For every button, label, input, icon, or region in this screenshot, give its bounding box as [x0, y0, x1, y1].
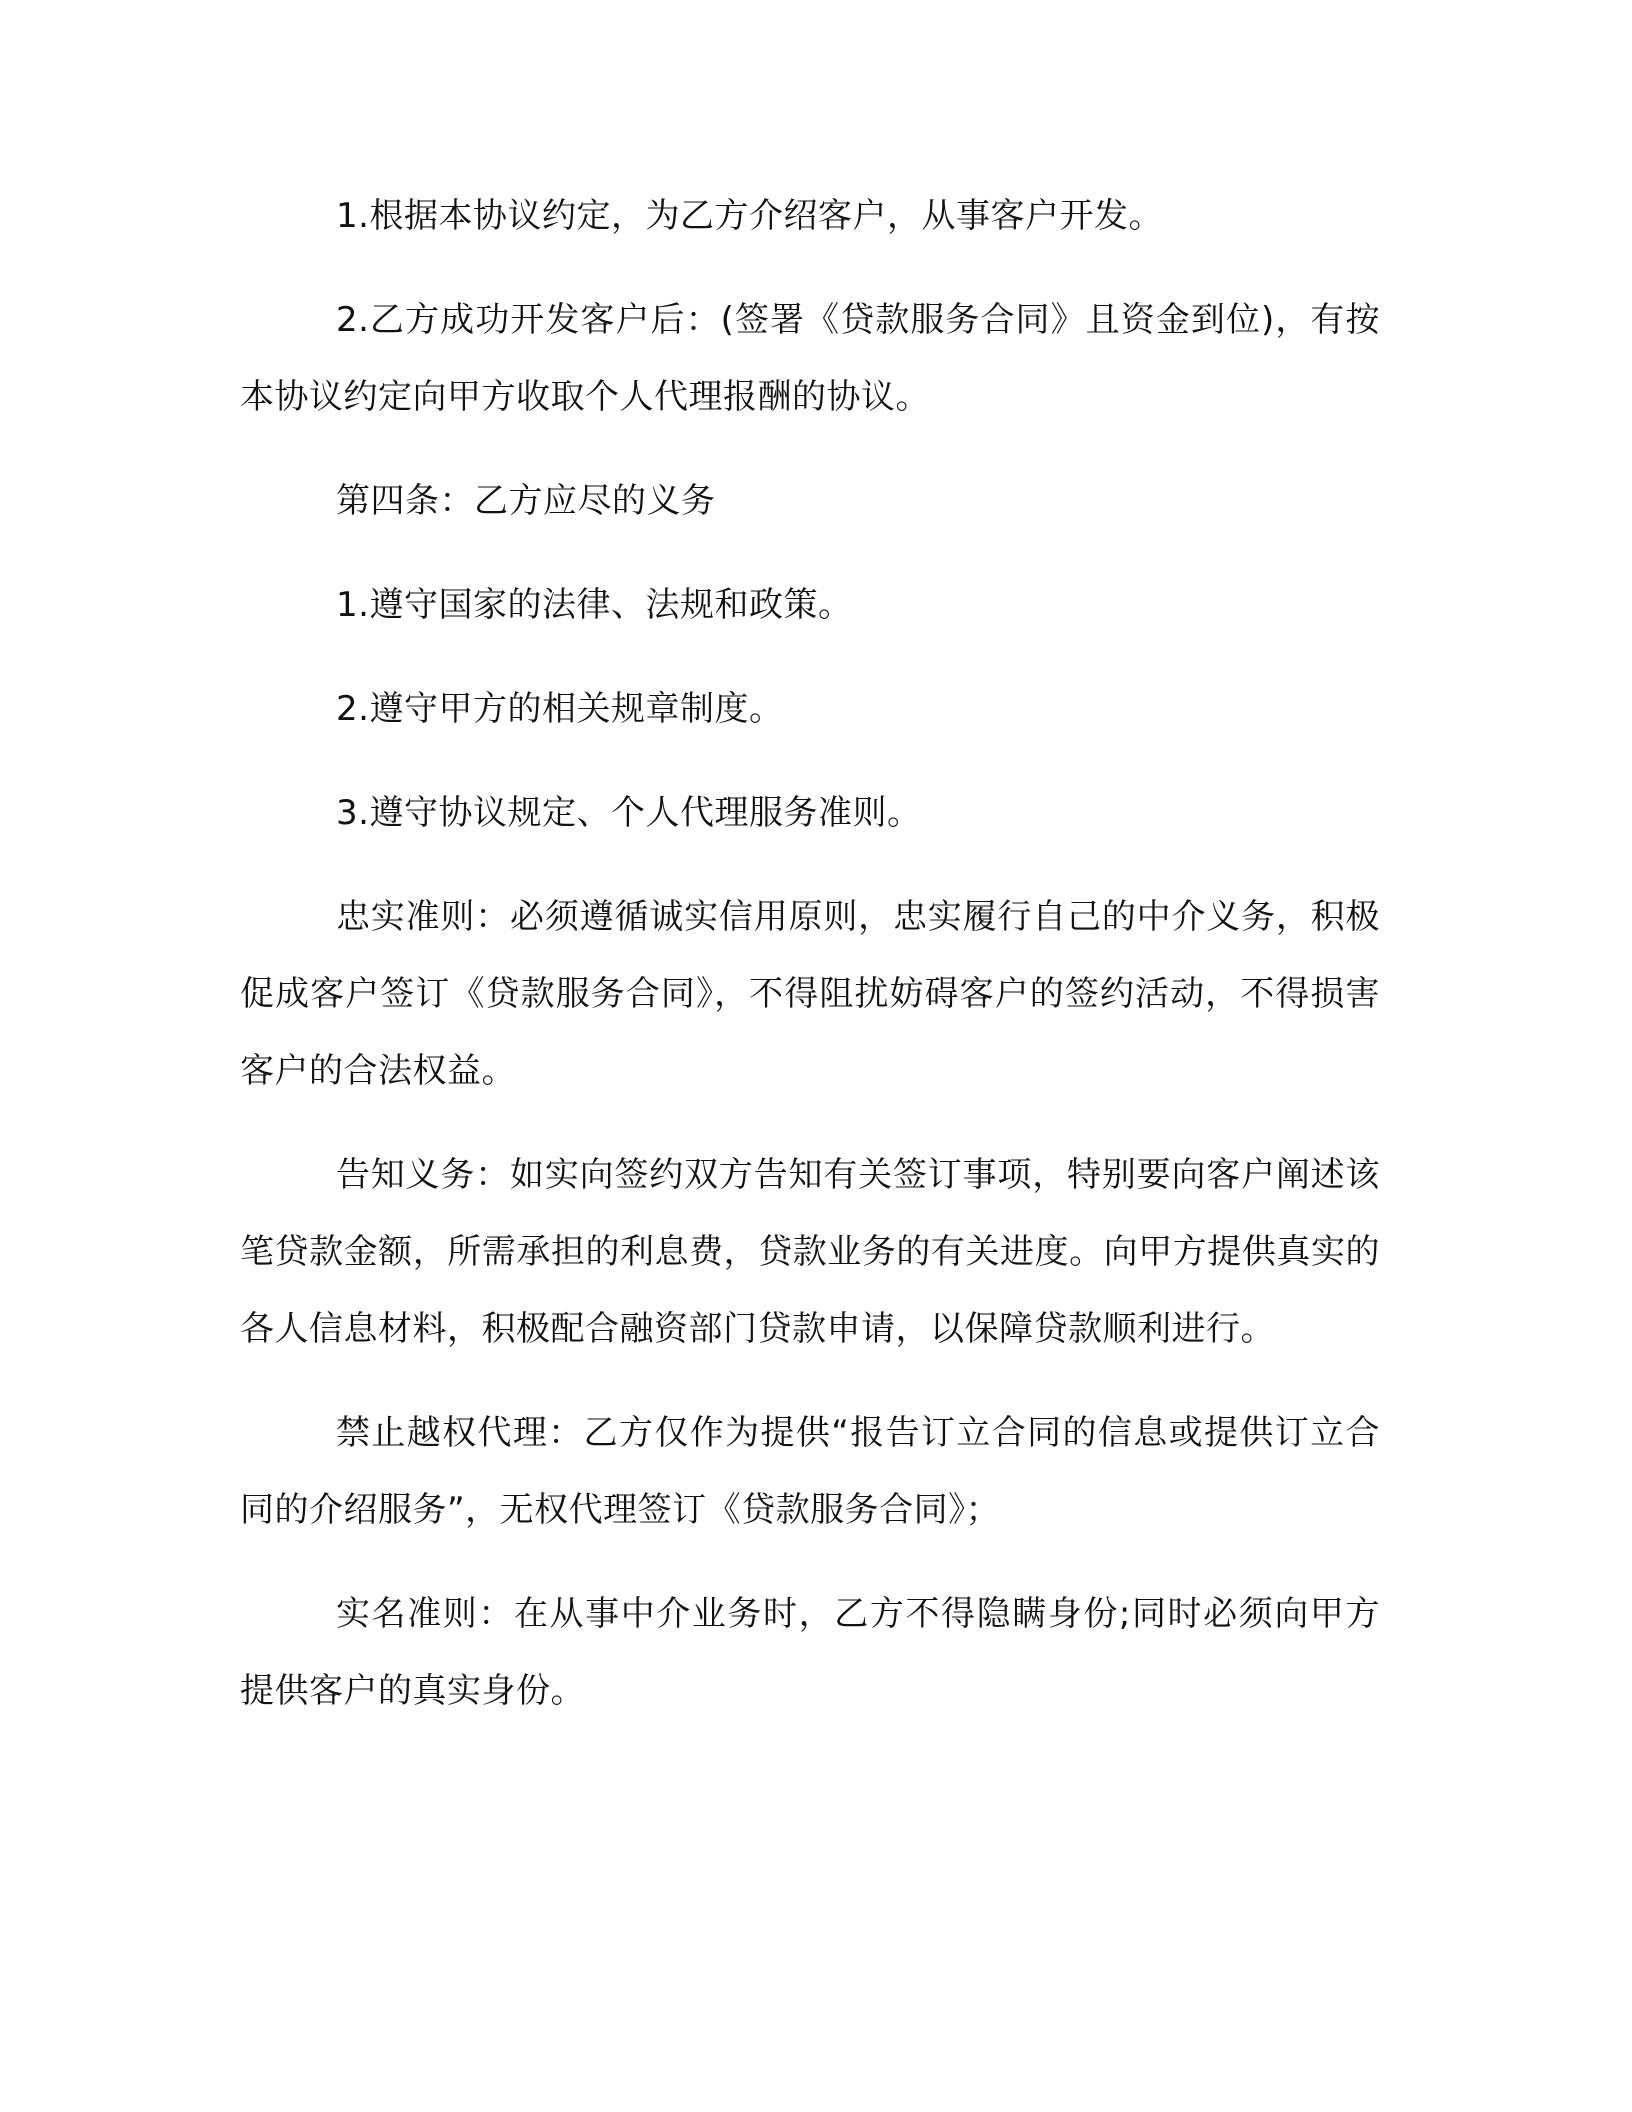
- paragraph-real-name-rule: 实名准则：在从事中介业务时，乙方不得隐瞒身份;同时必须向甲方提供客户的真实身份。: [240, 1594, 1380, 1711]
- paragraph-clause-1: 1.根据本协议约定，为乙方介绍客户，从事客户开发。: [336, 196, 1163, 236]
- document-body: [240, 178, 1380, 1757]
- paragraph-duty-1: 1.遵守国家的法律、法规和政策。: [336, 585, 853, 625]
- paragraph-duty-3: 3.遵守协议规定、个人代理服务准则。: [336, 793, 922, 833]
- paragraph-disclosure-duty: 告知义务：如实向签约双方告知有关签订事项，特别要向客户阐述该笔贷款金额，所需承担的利息费，贷款业务的有关进度。向甲方提供真实的各人信息材料，积极配合融资部门贷款申请，以保障贷款顺利进行。: [240, 1155, 1380, 1349]
- section-heading-article-4: 第四条：乙方应尽的义务: [336, 481, 716, 521]
- paragraph-duty-2: 2.遵守甲方的相关规章制度。: [336, 689, 784, 729]
- paragraph-clause-2: 2.乙方成功开发客户后：(签署《贷款服务合同》且资金到位)，有按本协议约定向甲方收取个人代理报酬的协议。: [240, 300, 1380, 417]
- paragraph-loyalty-rule: 忠实准则：必须遵循诚实信用原则，忠实履行自己的中介义务，积极促成客户签订《贷款服务合同》，不得阻扰妨碍客户的签约活动，不得损害客户的合法权益。: [240, 897, 1380, 1091]
- paragraph-no-overreach-agency: 禁止越权代理：乙方仅作为提供“报告订立合同的信息或提供订立合同的介绍服务”，无权代理签订《贷款服务合同》；: [240, 1413, 1380, 1530]
